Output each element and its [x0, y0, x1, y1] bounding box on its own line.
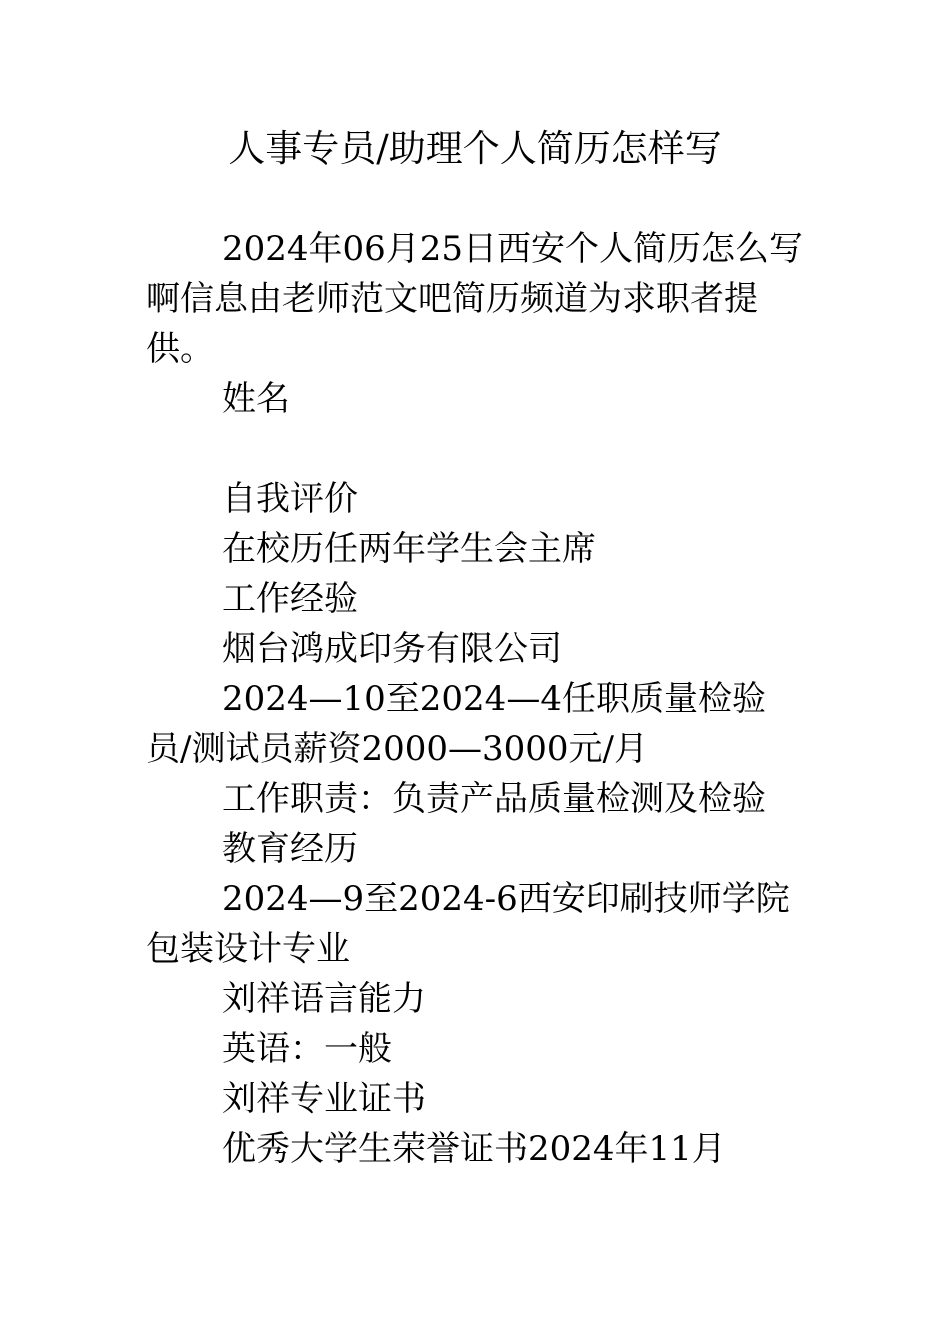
self-evaluation-heading: 自我评价	[222, 479, 358, 519]
work-experience-heading: 工作经验	[222, 579, 358, 619]
certificate-entry: 优秀大学生荣誉证书2024年11月	[222, 1129, 726, 1169]
document-body	[146, 224, 806, 1174]
education-heading: 教育经历	[222, 829, 358, 869]
blank-line	[146, 424, 806, 474]
job-duties: 工作职责：负责产品质量检测及检验	[222, 779, 766, 819]
intro-paragraph: 2024年06月25日西安个人简历怎么写啊信息由老师范文吧简历频道为求职者提供。	[146, 229, 804, 369]
language-skill-english: 英语：一般	[222, 1029, 392, 1069]
certificates-heading: 刘祥专业证书	[222, 1079, 426, 1119]
name-label: 姓名	[222, 379, 290, 419]
job-period-and-salary: 2024—10至2024—4任职质量检验员/测试员薪资2000—3000元/月	[146, 679, 766, 769]
self-evaluation-text: 在校历任两年学生会主席	[222, 529, 596, 569]
education-entry: 2024—9至2024-6西安印刷技师学院包装设计专业	[146, 879, 790, 969]
company-name: 烟台鸿成印务有限公司	[222, 629, 562, 669]
document-title: 人事专员/助理个人简历怎样写	[228, 127, 722, 170]
language-skills-heading: 刘祥语言能力	[222, 979, 426, 1019]
